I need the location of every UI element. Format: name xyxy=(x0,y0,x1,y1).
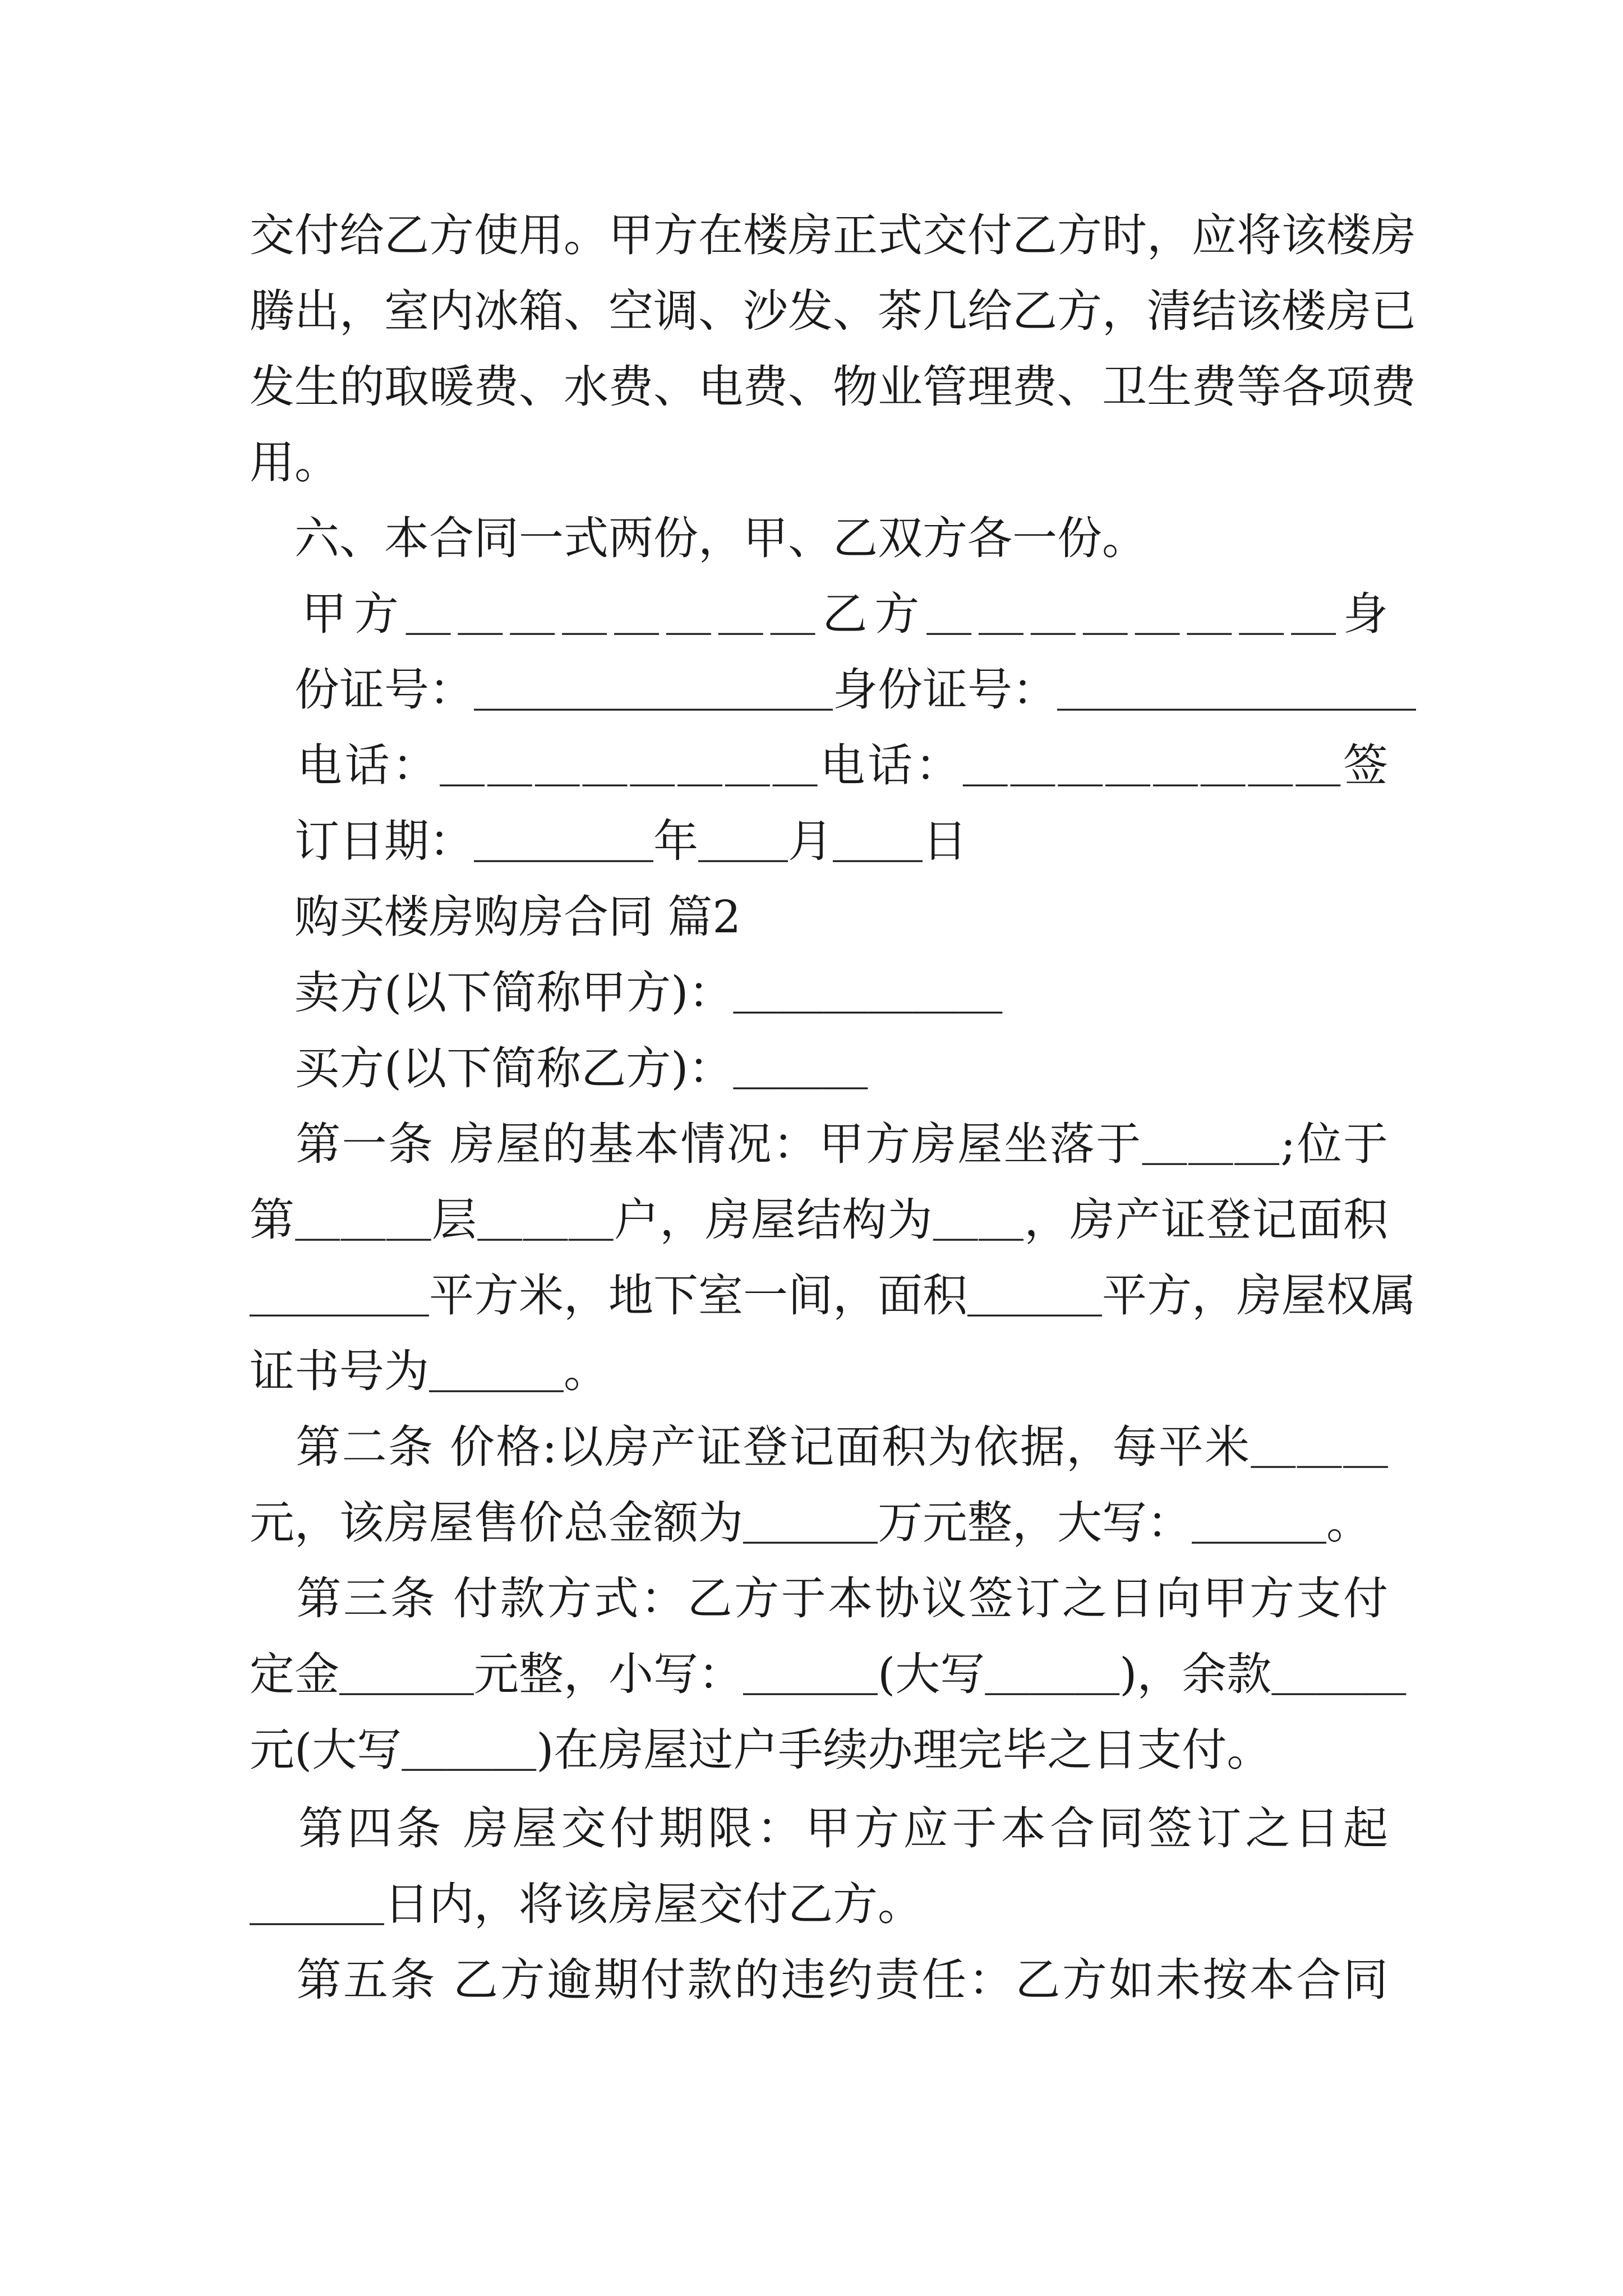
article-one-line: ＿＿＿＿平方米，地下室一间，面积＿＿＿平方，房屋权属 xyxy=(250,1269,1416,1322)
article-two-line: 元，该房屋售价总金额为＿＿＿万元整，大写：＿＿＿。 xyxy=(250,1497,1371,1549)
article-three-line: 元(大写＿＿＿)在房屋过户手续办理完毕之日支付。 xyxy=(250,1724,1272,1776)
paragraph-line: 用。 xyxy=(250,436,339,489)
article-one-line: 证书号为＿＿＿。 xyxy=(250,1345,608,1397)
article-four-line: ＿＿＿日内，将该房屋交付乙方。 xyxy=(250,1878,923,1930)
article-three-line: 定金＿＿＿元整，小写：＿＿＿(大写＿＿＿)，余款＿＿＿ xyxy=(250,1648,1407,1700)
article-five-line: 第五条 乙方逾期付款的违约责任：乙方如未按本合同 xyxy=(250,1954,1388,2006)
article-three-line: 第三条 付款方式：乙方于本协议签订之日向甲方支付 xyxy=(250,1572,1388,1625)
paragraph-line: 腾出，室内冰箱、空调、沙发、茶几给乙方，清结该楼房已 xyxy=(250,285,1416,337)
section-heading: 购买楼房购房合同 篇2 xyxy=(250,891,741,943)
signature-date-line: 订日期：＿＿＿＿年＿＿月＿＿日 xyxy=(250,815,967,867)
article-four-line: 第四条 房屋交付期限：甲方应于本合同签订之日起 xyxy=(250,1802,1388,1855)
paragraph-line: 发生的取暖费、水费、电费、物业管理费、卫生费等各项费 xyxy=(250,361,1416,413)
article-one-line: 第＿＿＿层＿＿＿户，房屋结构为＿＿，房产证登记面积 xyxy=(250,1194,1388,1246)
signature-party-line: 甲方＿＿＿＿＿＿＿＿乙方＿＿＿＿＿＿＿＿身 xyxy=(250,588,1388,640)
article-one-line: 第一条 房屋的基本情况：甲方房屋坐落于＿＿＿;位于 xyxy=(250,1118,1388,1170)
signature-id-line: 份证号：＿＿＿＿＿＿＿＿身份证号：＿＿＿＿＿＿＿＿ xyxy=(250,664,1416,716)
clause-six-line: 六、本合同一式两份，甲、乙双方各一份。 xyxy=(250,512,1147,564)
seller-line: 卖方(以下简称甲方)：＿＿＿＿＿＿ xyxy=(250,967,1003,1019)
buyer-line: 买方(以下简称乙方)：＿＿＿ xyxy=(250,1042,868,1094)
paragraph-line: 交付给乙方使用。甲方在楼房正式交付乙方时，应将该楼房 xyxy=(250,209,1416,261)
signature-phone-line: 电话：＿＿＿＿＿＿＿＿电话：＿＿＿＿＿＿＿＿签 xyxy=(250,739,1388,792)
article-two-line: 第二条 价格:以房产证登记面积为依据，每平米＿＿＿ xyxy=(250,1421,1388,1473)
